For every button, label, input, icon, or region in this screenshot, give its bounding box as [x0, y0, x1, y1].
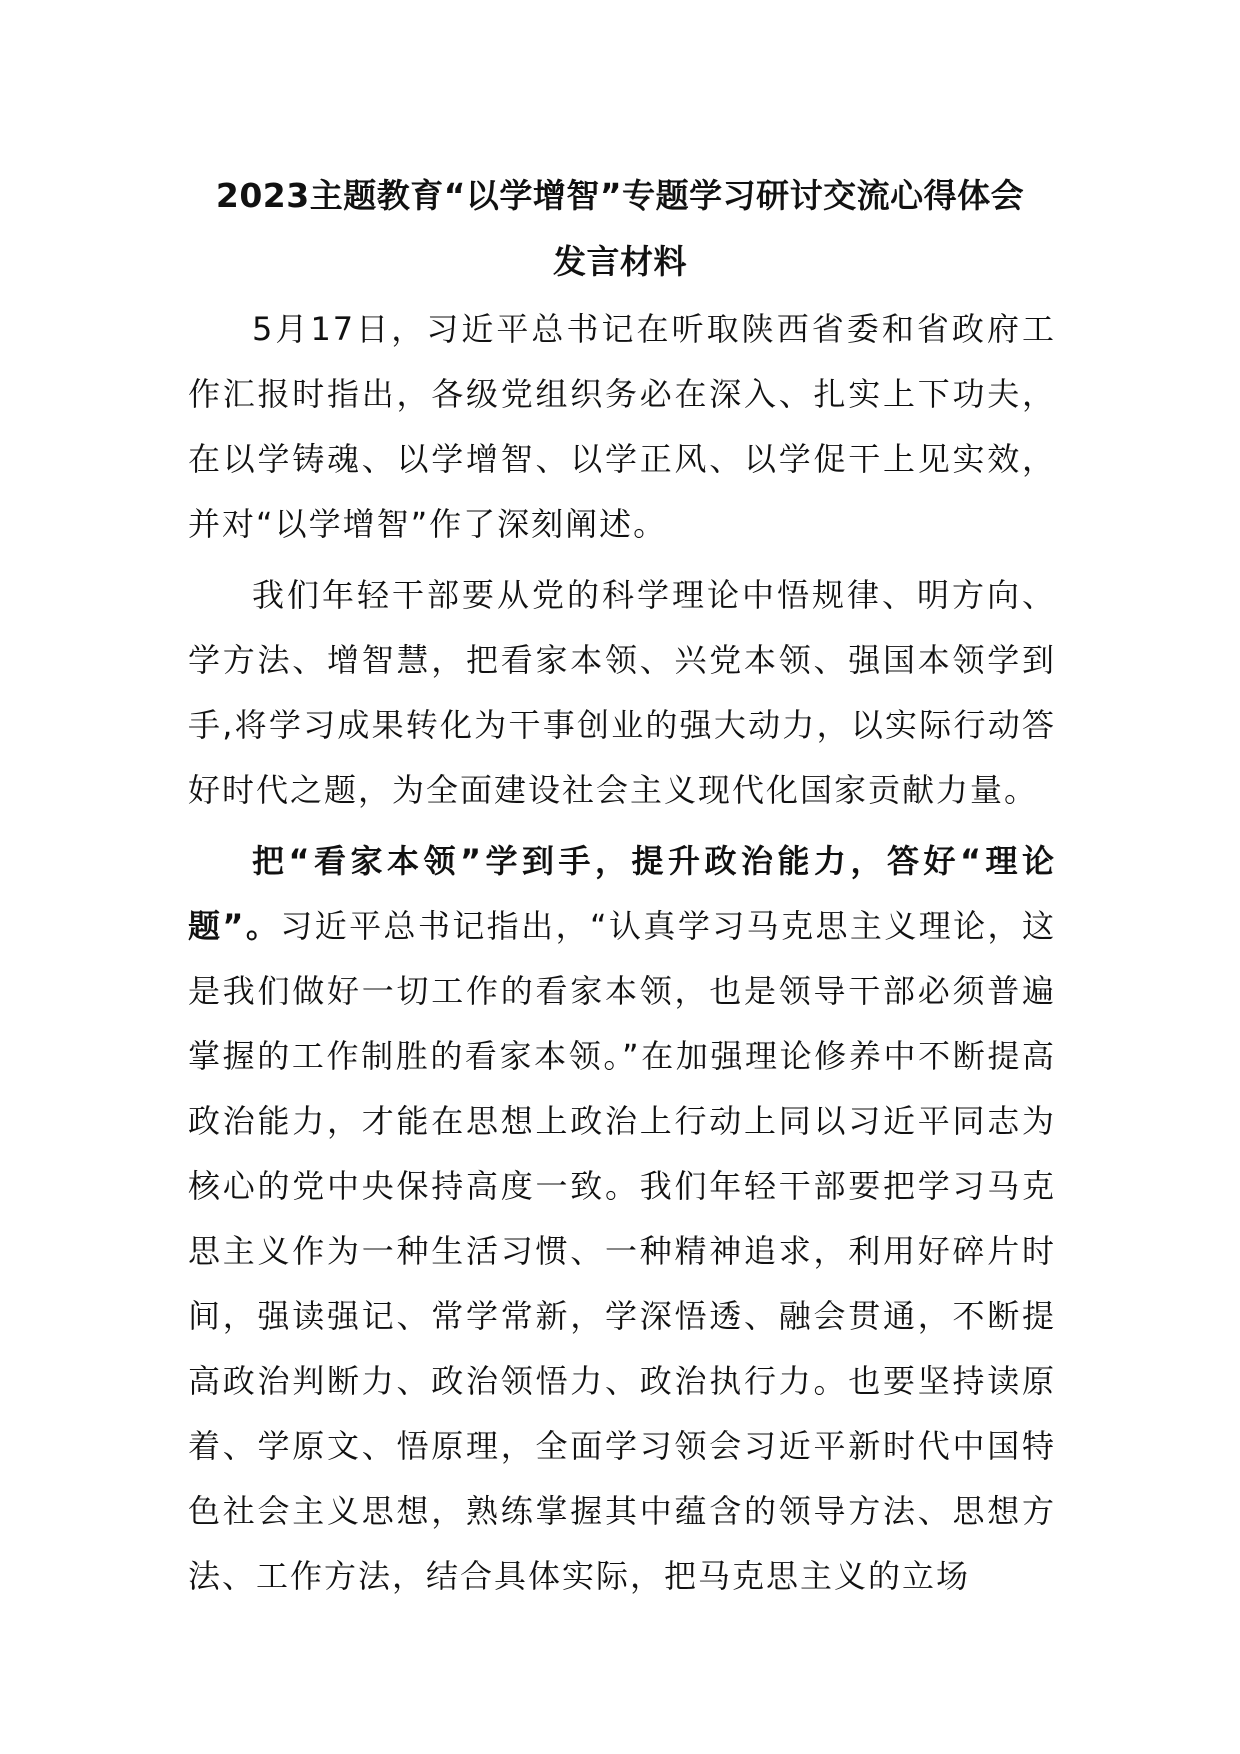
paragraph-1: [188, 297, 1056, 557]
paragraph-2-text: 我们年轻干部要从党的科学理论中悟规律、明方向、学方法、增智慧，把看家本领、兴党本领、强国本领学到手,将学习成果转化为干事创业的强大动力，以实际行动答好时代之题，为全面建设社会主义现代化国家贡献力量。: [188, 576, 1056, 809]
paragraph-1-text: 5月17日，习近平总书记在听取陕西省委和省政府工作汇报时指出，各级党组织务必在深入、扎实上下功夫，在以学铸魂、以学增智、以学正风、以学促干上见实效，并对“以学增智”作了深刻阐述。: [188, 310, 1056, 543]
paragraph-2: [188, 563, 1056, 823]
document-title-line-2: 发言材料: [553, 242, 687, 281]
paragraph-3: [188, 829, 1056, 1609]
document-title-line-1: 2023主题教育“以学增智”专题学习研讨交流心得体会: [215, 176, 1025, 215]
paragraph-3-lead: 把“看家本领”学到手，提升政治能力，答好“理论题”。: [188, 842, 1056, 945]
paragraph-3-text: 习近平总书记指出，“认真学习马克思主义理论，这是我们做好一切工作的看家本领，也是领导干部必须普遍掌握的工作制胜的看家本领。”在加强理论修养中不断提高政治能力，才能在思想上政治上行动上同以习近平同志为核心的党中央保持高度一致。我们年轻干部要把学习马克思主义作为一种生活习惯、一种精神追求，利用好碎片时间，强读强记、常学常新，学深悟透、融会贯通，不断提高政治判断力、政治领悟力、政治执行力。也要坚持读原着、学原文、悟原理，全面学习领会习近平新时代中国特色社会主义思想，熟练掌握其中蕴含的领导方法、思想方法、工作方法，结合具体实际，把马克思主义的立场: [188, 907, 1056, 1595]
